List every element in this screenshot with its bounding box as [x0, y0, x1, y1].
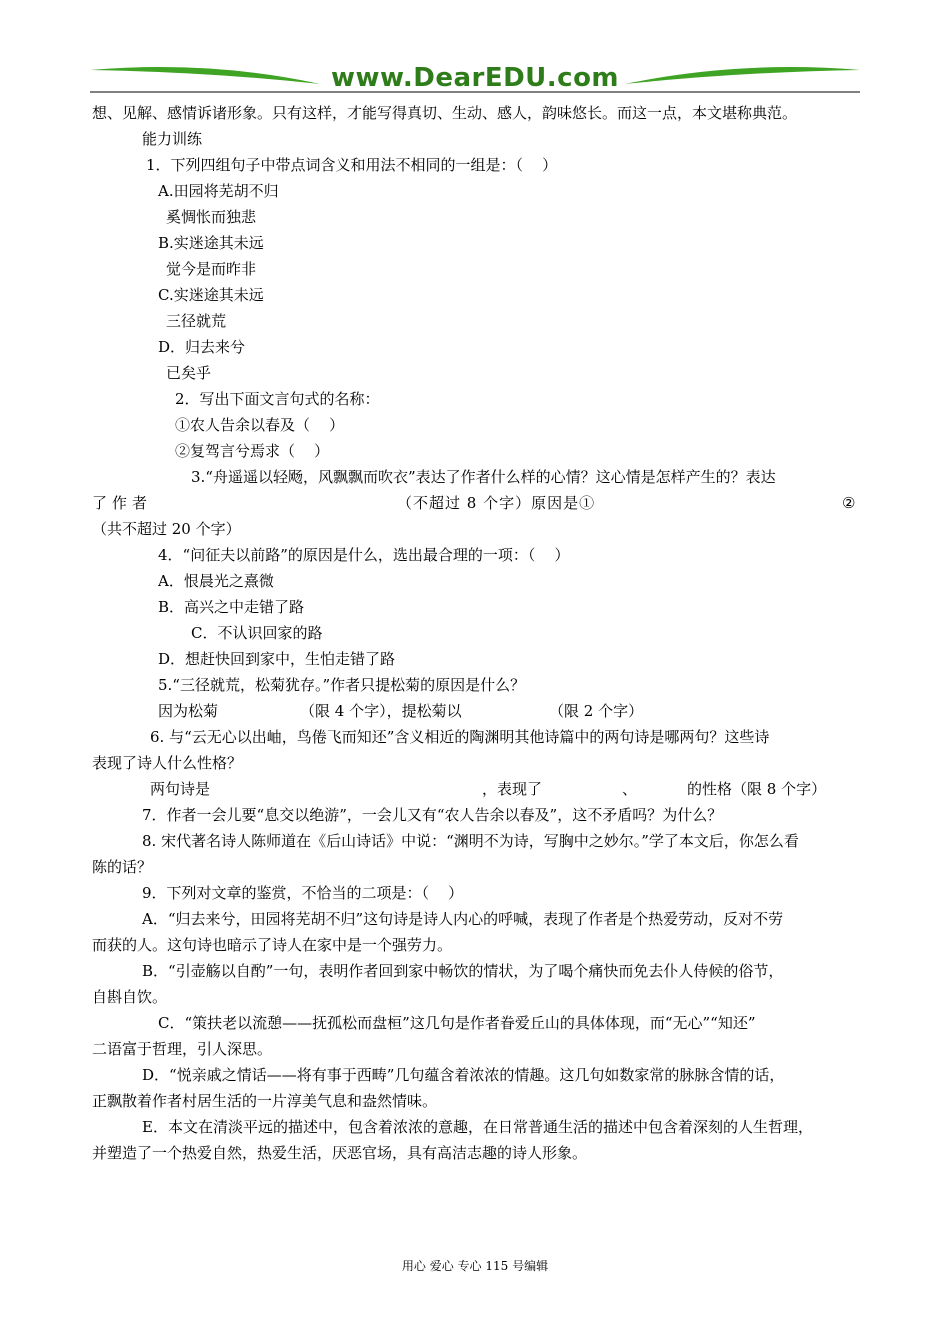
question-7: 7．作者一会儿要“息交以绝游”，一会儿又有“农人告余以春及”，这不矛盾吗？为什么？ — [142, 806, 723, 824]
question-6-line2: 表现了诗人什么性格？ — [92, 754, 243, 772]
question-2-item1: ①农人告余以春及（ ） — [175, 416, 345, 434]
option-d: D．想赶快回到家中，生怕走错了路 — [158, 650, 396, 668]
option-a: A.田园将芜胡不归 — [158, 182, 279, 200]
question-6-answer-d: 的性格（限 8 个字） — [687, 780, 827, 798]
option-b-line2: 觉今是而昨非 — [166, 260, 257, 278]
question-5-answer-c: （限 2 个字） — [549, 702, 644, 720]
question-5-answer-a: 因为松菊 — [158, 702, 219, 720]
question-6-answer-a: 两句诗是 — [150, 780, 211, 798]
question-6: 6. 与“云无心以出岫，鸟倦飞而知还”含义相近的陶渊明其他诗篇中的两句诗是哪两句？这些诗 — [150, 728, 770, 746]
question-2: 2．写出下面文言句式的名称： — [175, 390, 380, 408]
header-banner — [90, 62, 860, 98]
option-b: B．高兴之中走错了路 — [158, 598, 305, 616]
option-d-line2: 正飘散着作者村居生活的一片淳美气息和盎然情味。 — [92, 1092, 438, 1110]
option-c-line2: 三径就荒 — [166, 312, 227, 330]
question-3: 3.“舟遥遥以轻飏，风飘飘而吹衣”表达了作者什么样的心情？这心情是怎样产生的？表达 — [191, 468, 776, 486]
question-9: 9．下列对文章的鉴赏，不恰当的二项是：（ ） — [142, 884, 464, 902]
question-6-answer-b: ，表现了 — [482, 780, 543, 798]
page-footer: 用心 爱心 专心 115 号编辑 — [401, 1259, 549, 1273]
option-e-line2: 并塑造了一个热爱自然，热爱生活，厌恶官场，具有高洁志趣的诗人形象。 — [92, 1144, 588, 1162]
option-d: D．归去来兮 — [158, 338, 246, 356]
question-8-line2: 陈的话？ — [92, 858, 153, 876]
question-8: 8. 宋代著名诗人陈师道在《后山诗话》中说：“渊明不为诗，写胸中之妙尔。”学了本文后，你怎么看 — [142, 832, 799, 850]
question-3-line2-end: ② — [842, 494, 856, 512]
question-6-answer-c: 、 — [622, 780, 638, 798]
question-5-answer-b: （限 4 个字），提松菊以 — [300, 702, 462, 720]
option-b: B.实迷途其未远 — [158, 234, 264, 252]
option-c-line2: 二语富于哲理，引人深思。 — [92, 1040, 273, 1058]
question-2-item2: ②复驾言兮焉求（ ） — [175, 442, 330, 460]
option-a-line2: 而获的人。这句诗也暗示了诗人在家中是一个强劳力。 — [92, 936, 453, 954]
option-c: C．“策扶老以流憩——抚孤松而盘桓”这几句是作者眷爱丘山的具体体现，而“无心”“知还” — [158, 1014, 756, 1032]
option-d: D．“悦亲戚之情话——将有事于西畴”几句蕴含着浓浓的情趣。这几句如数家常的脉脉含情的话， — [142, 1066, 785, 1084]
option-c: C.实迷途其未远 — [158, 286, 264, 304]
question-3-line2-mid: （不超过 8 个字）原因是① — [397, 494, 596, 512]
question-1: 1．下列四组句子中带点词含义和用法不相同的一组是：（ ） — [146, 156, 558, 174]
question-4: 4．“问征夫以前路”的原因是什么，选出最合理的一项：（ ） — [158, 546, 570, 564]
site-logo[interactable]: www.DearEDU.com — [330, 63, 620, 93]
option-e: E．本文在清淡平远的描述中，包含着浓浓的意趣，在日常普通生活的描述中包含着深刻的人生哲理， — [142, 1118, 813, 1136]
option-b: B．“引壶觞以自酌”一句，表明作者回到家中畅饮的情状，为了喝个痛快而免去仆人侍候的俗节， — [142, 962, 784, 980]
option-a-line2: 奚惆怅而独悲 — [166, 208, 257, 226]
question-3-line3: （共不超过 20 个字） — [92, 520, 241, 538]
option-c: C．不认识回家的路 — [191, 624, 323, 642]
option-b-line2: 自斟自饮。 — [92, 988, 168, 1006]
section-heading: 能力训练 — [142, 130, 203, 148]
option-d-line2: 已矣乎 — [166, 364, 212, 382]
option-a: A．恨晨光之熹微 — [158, 572, 274, 590]
option-a: A．“归去来兮，田园将芜胡不归”这句诗是诗人内心的呼喊，表现了作者是个热爱劳动，反对不劳 — [142, 910, 784, 928]
text-line: 想、见解、感情诉诸形象。只有这样，才能写得真切、生动、感人，韵味悠长。而这一点，本文堪称典范。 — [92, 104, 798, 122]
question-5: 5.“三径就荒，松菊犹存。”作者只提松菊的原因是什么？ — [158, 676, 526, 694]
question-3-line2-start: 了作者 — [92, 494, 153, 512]
